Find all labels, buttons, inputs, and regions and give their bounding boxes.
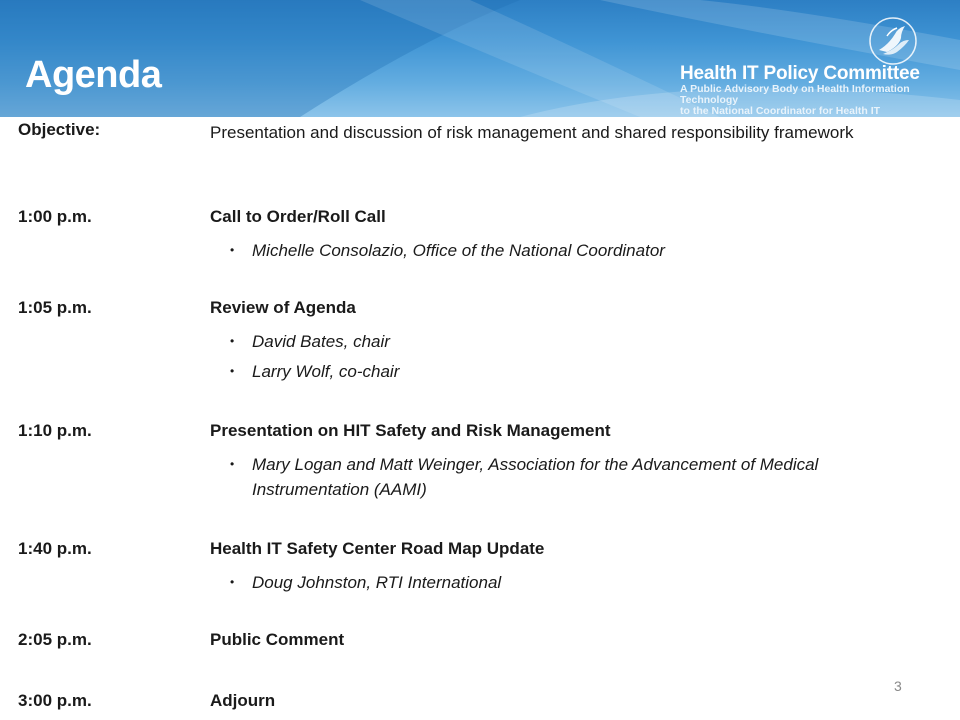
- agenda-title: Review of Agenda: [210, 298, 356, 317]
- agenda-bullet: [230, 570, 872, 595]
- bullet-dot-icon: •: [230, 334, 235, 348]
- agenda-title: Public Comment: [210, 630, 345, 649]
- agenda-bullet: [230, 329, 872, 354]
- slide-title: Agenda: [25, 54, 162, 96]
- agenda-time: 2:05 p.m.: [18, 630, 92, 649]
- bullet-text: Doug Johnston, RTI International: [252, 573, 502, 592]
- slide-header: [0, 0, 960, 117]
- agenda-title: Presentation on HIT Safety and Risk Management: [210, 421, 611, 440]
- page-number: 3: [894, 678, 902, 694]
- brand-block: [680, 64, 960, 117]
- hhs-eagle-icon: [865, 16, 921, 66]
- agenda-time: 1:10 p.m.: [18, 421, 92, 440]
- agenda-time: 3:00 p.m.: [18, 691, 92, 710]
- agenda-title: Adjourn: [210, 691, 276, 710]
- agenda-title: Call to Order/Roll Call: [210, 207, 386, 226]
- agenda-time: 1:00 p.m.: [18, 207, 92, 226]
- agenda-time: 1:40 p.m.: [18, 539, 92, 558]
- bullet-text: Michelle Consolazio, Office of the National Coordinator: [252, 241, 665, 260]
- brand-subtitle-line-1: A Public Advisory Body on Health Information Technology: [680, 83, 910, 106]
- agenda-bullet: [230, 452, 872, 502]
- objective-label: Objective:: [18, 120, 101, 139]
- agenda-bullet: [230, 359, 872, 384]
- agenda-time: 1:05 p.m.: [18, 298, 92, 317]
- bullet-dot-icon: •: [230, 364, 235, 378]
- bullet-dot-icon: •: [230, 243, 235, 257]
- agenda-bullet: [230, 238, 872, 263]
- bullet-text: Mary Logan and Matt Weinger, Association for the Advancement of Medical Instrumentation (AAMI): [252, 455, 819, 499]
- bullet-text: David Bates, chair: [252, 332, 390, 351]
- bullet-text: Larry Wolf, co-chair: [252, 362, 400, 381]
- bullet-dot-icon: •: [230, 457, 235, 471]
- brand-name: Health IT Policy Committee: [680, 63, 920, 84]
- objective-text: Presentation and discussion of risk management and shared responsibility framework: [210, 123, 854, 142]
- agenda-title: Health IT Safety Center Road Map Update: [210, 539, 545, 558]
- brand-subtitle-line-2: to the National Coordinator for Health IT: [680, 105, 881, 117]
- bullet-dot-icon: •: [230, 575, 235, 589]
